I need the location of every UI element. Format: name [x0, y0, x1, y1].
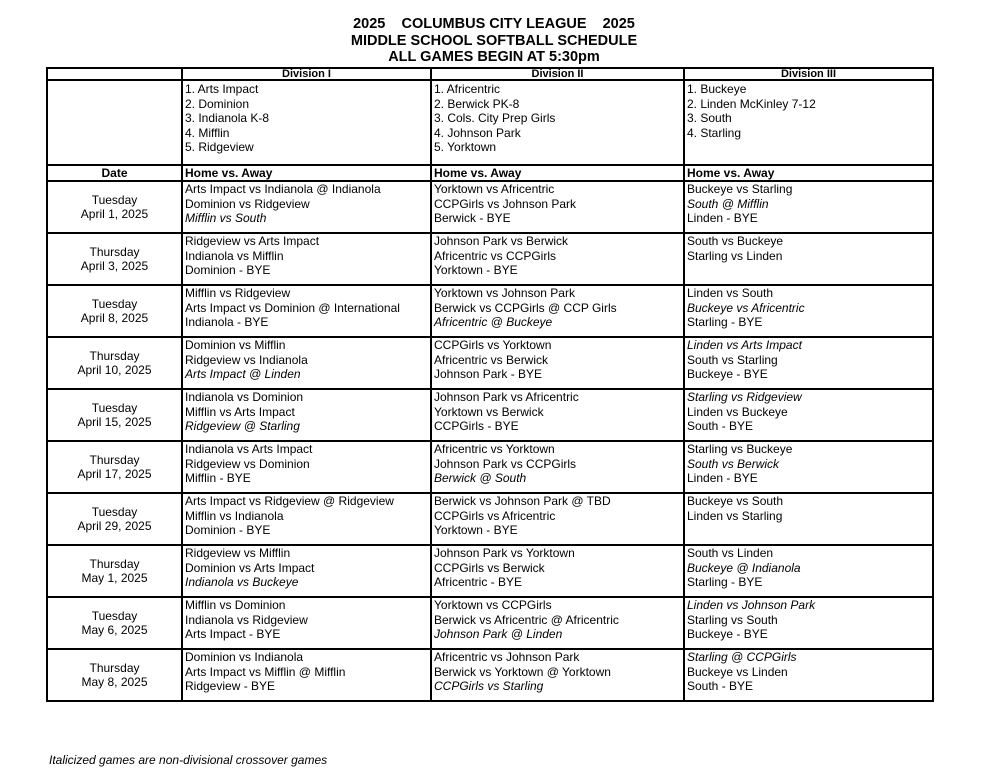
game-date: April 17, 2025: [77, 467, 152, 481]
team-entry: 2. Berwick PK-8: [434, 96, 520, 111]
crossover-matchup: Linden vs Johnson Park: [687, 598, 816, 612]
matchup: Indianola vs Ridgeview: [185, 612, 308, 627]
division-2-games-cell: [431, 181, 684, 233]
division-2-games-cell: [431, 285, 684, 337]
game-weekday: Tuesday: [91, 296, 138, 311]
division-3-games-cell: [684, 441, 933, 493]
matchup: Dominion - BYE: [185, 263, 271, 277]
division-3-games-cell: [684, 285, 933, 337]
game-weekday: Thursday: [89, 452, 140, 467]
matchup: South vs Buckeye: [687, 234, 784, 248]
team-entry: 1. Arts Impact: [185, 82, 259, 96]
division-3-games-cell: [684, 649, 933, 701]
footnote: Italicized games are non-divisional crossover games: [49, 753, 328, 767]
game-day-row: [47, 493, 933, 545]
blank-corner-cell: [47, 68, 182, 80]
game-date: April 8, 2025: [80, 311, 149, 325]
date-column-header: Date: [47, 165, 182, 181]
column-header-row: [47, 165, 933, 181]
matchup: Mifflin vs Indianola: [185, 508, 284, 523]
matchup: South vs Linden: [687, 546, 774, 560]
matchup: Yorktown vs CCPGirls: [434, 598, 552, 612]
matchup: Arts Impact vs Ridgeview @ Ridgeview: [185, 494, 394, 508]
division-1-games-cell: [182, 389, 431, 441]
title-line-3: ALL GAMES BEGIN AT 5:30pm: [388, 49, 600, 65]
game-date-cell: [47, 233, 182, 285]
matchup: Ridgeview vs Arts Impact: [185, 234, 320, 248]
division-1-games-cell: [182, 285, 431, 337]
division-1-teams: [182, 80, 431, 165]
team-entry: 1. Buckeye: [687, 82, 747, 96]
division-2-games-cell: [431, 493, 684, 545]
matchup: Africentric vs Yorktown: [434, 442, 555, 456]
matchup: Dominion - BYE: [185, 523, 271, 537]
matchup: Ridgeview vs Indianola: [185, 352, 308, 367]
matchup: Buckeye - BYE: [687, 367, 768, 381]
division-2-games-cell: [431, 389, 684, 441]
division-2-games-cell: [431, 649, 684, 701]
matchup: Arts Impact - BYE: [185, 627, 281, 641]
crossover-matchup: Berwick @ South: [434, 471, 527, 485]
team-entry: 1. Africentric: [434, 82, 501, 96]
division-1-games-cell: [182, 233, 431, 285]
schedule-title: [0, 16, 988, 66]
matchup: Johnson Park - BYE: [434, 367, 543, 381]
division-3-games-cell: [684, 545, 933, 597]
division-1-games-cell: [182, 649, 431, 701]
crossover-matchup: Johnson Park @ Linden: [434, 627, 563, 641]
matchup: Ridgeview vs Dominion: [185, 456, 310, 471]
matchup: Mifflin vs Ridgeview: [185, 286, 291, 300]
game-date: April 10, 2025: [77, 363, 152, 377]
matchup: Dominion vs Ridgeview: [185, 196, 310, 211]
matchup: Indianola vs Mifflin: [185, 248, 284, 263]
game-weekday: Tuesday: [91, 192, 138, 207]
matchup: Ridgeview - BYE: [185, 679, 276, 693]
division-3-games-cell: [684, 233, 933, 285]
matchup: South - BYE: [687, 419, 754, 433]
game-date-cell: [47, 597, 182, 649]
matchup: Berwick vs Johnson Park @ TBD: [434, 494, 611, 508]
matchup: Starling - BYE: [687, 315, 763, 329]
matchup: Starling vs South: [687, 612, 778, 627]
game-day-row: [47, 597, 933, 649]
crossover-matchup: Arts Impact @ Linden: [185, 367, 301, 381]
matchup: Berwick vs Africentric @ Africentric: [434, 612, 619, 627]
game-date: May 6, 2025: [81, 623, 148, 637]
game-date-cell: [47, 441, 182, 493]
matchup: Linden vs Starling: [687, 508, 783, 523]
game-day-row: [47, 233, 933, 285]
matchup: Buckeye vs Starling: [687, 182, 793, 196]
matchup: Linden - BYE: [687, 211, 758, 225]
schedule-table: [46, 67, 934, 702]
division-1-games-cell: [182, 337, 431, 389]
team-entry: 5. Yorktown: [434, 140, 497, 154]
game-day-row: [47, 545, 933, 597]
crossover-matchup: Mifflin vs South: [185, 211, 267, 225]
game-date: April 3, 2025: [80, 259, 149, 273]
division-2-teams: [431, 80, 684, 165]
matchup: Yorktown vs Johnson Park: [434, 286, 575, 300]
game-weekday: Thursday: [89, 556, 140, 571]
matchup: Starling vs Linden: [687, 248, 783, 263]
matchup: Dominion vs Indianola: [185, 650, 304, 664]
division-1-games-cell: [182, 597, 431, 649]
matchup: Buckeye vs Linden: [687, 664, 788, 679]
home-away-header-d3: Home vs. Away: [684, 165, 933, 181]
game-day-row: [47, 441, 933, 493]
division-3-games-cell: [684, 389, 933, 441]
game-weekday: Tuesday: [91, 608, 138, 623]
division-2-games-cell: [431, 441, 684, 493]
blank-teams-cell: [47, 80, 182, 165]
game-weekday: Tuesday: [91, 400, 138, 415]
division-2-games-cell: [431, 545, 684, 597]
game-weekday: Thursday: [89, 348, 140, 363]
game-date-cell: [47, 649, 182, 701]
game-date-cell: [47, 181, 182, 233]
division-1-games-cell: [182, 441, 431, 493]
crossover-matchup: Starling @ CCPGirls: [687, 650, 797, 664]
division-1-games-cell: [182, 181, 431, 233]
matchup: Berwick vs Yorktown @ Yorktown: [434, 664, 611, 679]
division-3-teams: [684, 80, 933, 165]
matchup: Johnson Park vs Berwick: [434, 234, 569, 248]
game-date: April 1, 2025: [80, 207, 149, 221]
game-date-cell: [47, 493, 182, 545]
home-away-header-d1: Home vs. Away: [182, 165, 431, 181]
matchup: Arts Impact vs Dominion @ International: [185, 300, 400, 315]
matchup: Yorktown - BYE: [434, 263, 518, 277]
matchup: CCPGirls vs Berwick: [434, 560, 545, 575]
division-2-header: Division II: [431, 68, 684, 80]
home-away-header-d2: Home vs. Away: [431, 165, 684, 181]
division-teams-row: [47, 80, 933, 165]
game-weekday: Thursday: [89, 660, 140, 675]
matchup: Starling vs Buckeye: [687, 442, 793, 456]
crossover-matchup: CCPGirls vs Starling: [434, 679, 544, 693]
division-3-games-cell: [684, 493, 933, 545]
matchup: Dominion vs Mifflin: [185, 338, 286, 352]
matchup: Mifflin - BYE: [185, 471, 251, 485]
crossover-matchup: South vs Berwick: [687, 456, 780, 471]
game-weekday: Thursday: [89, 244, 140, 259]
matchup: Yorktown vs Africentric: [434, 182, 555, 196]
crossover-matchup: Linden vs Arts Impact: [687, 338, 802, 352]
team-entry: 3. Cols. City Prep Girls: [434, 111, 556, 125]
team-entry: 2. Dominion: [185, 96, 250, 111]
crossover-matchup: Africentric @ Buckeye: [434, 315, 553, 329]
crossover-matchup: Ridgeview @ Starling: [185, 419, 300, 433]
game-date-cell: [47, 337, 182, 389]
matchup: Starling - BYE: [687, 575, 763, 589]
matchup: Africentric vs Johnson Park: [434, 650, 580, 664]
matchup: Ridgeview vs Mifflin: [185, 546, 291, 560]
team-entry: 4. Starling: [687, 125, 742, 140]
matchup: Linden vs South: [687, 286, 774, 300]
division-3-games-cell: [684, 181, 933, 233]
game-date: May 1, 2025: [81, 571, 148, 585]
matchup: Berwick vs CCPGirls @ CCP Girls: [434, 300, 617, 315]
matchup: Africentric vs Berwick: [434, 352, 549, 367]
division-2-games-cell: [431, 337, 684, 389]
game-date: May 8, 2025: [81, 675, 148, 689]
division-3-games-cell: [684, 337, 933, 389]
matchup: Indianola vs Dominion: [185, 390, 304, 404]
title-line-1: 2025 COLUMBUS CITY LEAGUE 2025: [353, 16, 635, 32]
game-day-row: [47, 649, 933, 701]
matchup: Buckeye - BYE: [687, 627, 768, 641]
matchup: CCPGirls - BYE: [434, 419, 519, 433]
crossover-matchup: South @ Mifflin: [687, 196, 769, 211]
game-day-row: [47, 285, 933, 337]
matchup: Linden - BYE: [687, 471, 758, 485]
matchup: CCPGirls vs Africentric: [434, 508, 556, 523]
matchup: Johnson Park vs Africentric: [434, 390, 579, 404]
matchup: Berwick - BYE: [434, 211, 511, 225]
matchup: Linden vs Buckeye: [687, 404, 788, 419]
division-1-header: Division I: [182, 68, 431, 80]
matchup: Johnson Park vs Yorktown: [434, 546, 575, 560]
matchup: Yorktown vs Berwick: [434, 404, 544, 419]
division-header-row: [47, 68, 933, 80]
matchup: CCPGirls vs Yorktown: [434, 338, 552, 352]
game-day-row: [47, 389, 933, 441]
division-2-games-cell: [431, 597, 684, 649]
team-entry: 2. Linden McKinley 7-12: [687, 96, 816, 111]
matchup: Yorktown - BYE: [434, 523, 518, 537]
game-day-row: [47, 337, 933, 389]
crossover-matchup: Starling vs Ridgeview: [687, 390, 802, 404]
crossover-matchup: Buckeye vs Africentric: [687, 300, 805, 315]
game-date: April 29, 2025: [77, 519, 152, 533]
team-entry: 4. Johnson Park: [434, 125, 521, 140]
matchup: Dominion vs Arts Impact: [185, 560, 315, 575]
division-2-games-cell: [431, 233, 684, 285]
game-date: April 15, 2025: [77, 415, 152, 429]
matchup: CCPGirls vs Johnson Park: [434, 196, 577, 211]
team-entry: 5. Ridgeview: [185, 140, 254, 154]
matchup: Mifflin vs Arts Impact: [185, 404, 295, 419]
team-entry: 3. Indianola K-8: [185, 111, 270, 125]
matchup: Mifflin vs Dominion: [185, 598, 286, 612]
matchup: Indianola vs Arts Impact: [185, 442, 313, 456]
crossover-matchup: Indianola vs Buckeye: [185, 575, 299, 589]
game-day-row: [47, 181, 933, 233]
matchup: Indianola - BYE: [185, 315, 269, 329]
team-entry: 4. Mifflin: [185, 125, 230, 140]
matchup: Johnson Park vs CCPGirls: [434, 456, 577, 471]
game-date-cell: [47, 545, 182, 597]
matchup: Buckeye vs South: [687, 494, 784, 508]
division-1-games-cell: [182, 545, 431, 597]
team-entry: 3. South: [687, 111, 732, 125]
title-line-2: MIDDLE SCHOOL SOFTBALL SCHEDULE: [350, 32, 638, 49]
matchup: South - BYE: [687, 679, 754, 693]
division-3-games-cell: [684, 597, 933, 649]
matchup: South vs Starling: [687, 352, 778, 367]
matchup: Arts Impact vs Indianola @ Indianola: [185, 182, 381, 196]
game-date-cell: [47, 285, 182, 337]
matchup: Arts Impact vs Mifflin @ Mifflin: [185, 664, 346, 679]
game-date-cell: [47, 389, 182, 441]
matchup: Africentric - BYE: [434, 575, 523, 589]
division-1-games-cell: [182, 493, 431, 545]
matchup: Africentric vs CCPGirls: [434, 248, 557, 263]
crossover-matchup: Buckeye @ Indianola: [687, 560, 801, 575]
division-3-header: Division III: [684, 68, 933, 80]
game-weekday: Tuesday: [91, 504, 138, 519]
